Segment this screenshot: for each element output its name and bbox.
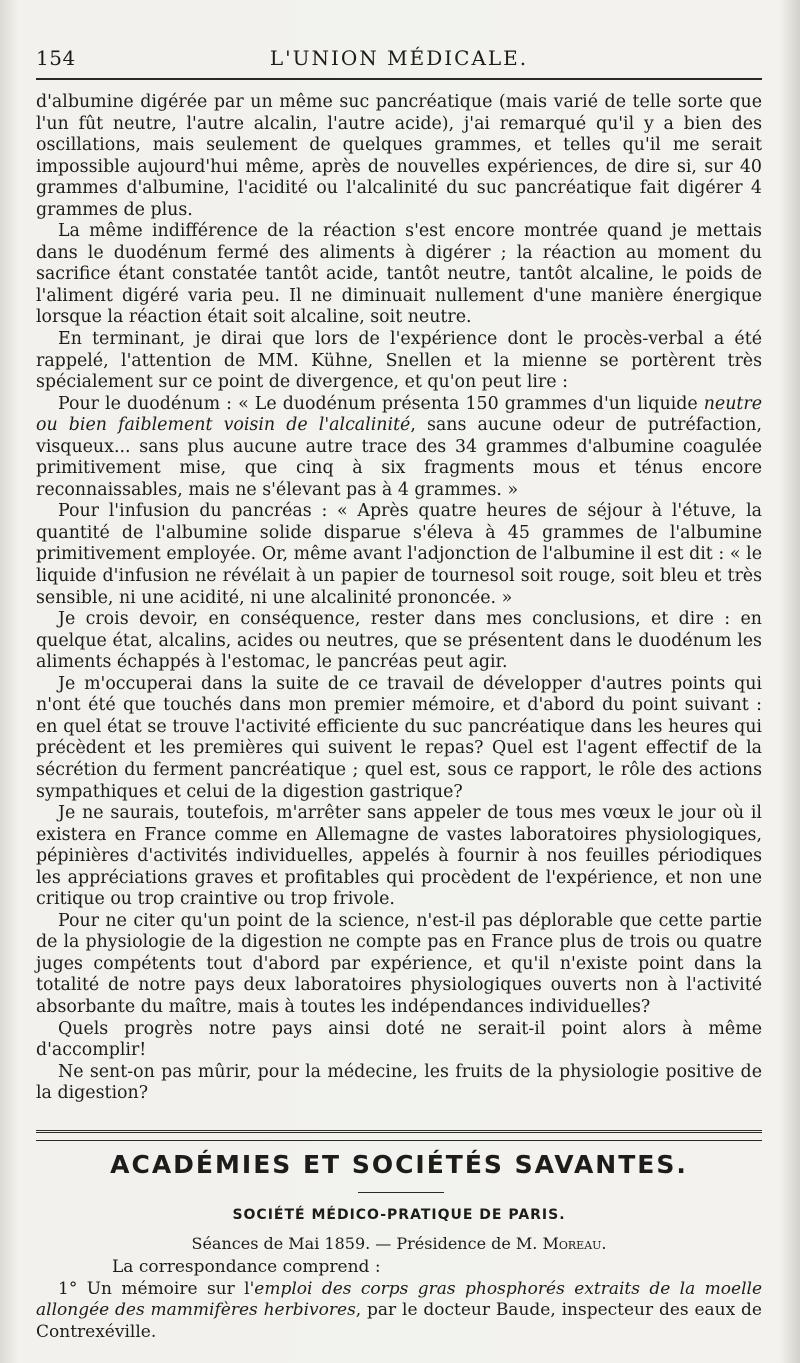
paragraph: La même indifférence de la réaction s'est encore montrée quand je mettais dans le duodénum fermé des aliments à digérer ; la réaction au moment du sacrifice étant constatée tantôt acide, tantôt neutre, tantôt alcaline, le poids de l'aliment digéré varia peu. Il ne diminuait nullement d'une manière énergique lorsque la réaction était soit alcaline, soit neutre. [36, 221, 762, 328]
session-text: Séances de Mai 1859. — Présidence de M. [191, 1234, 543, 1253]
correspondence-lead: La correspondance comprend : [112, 1257, 381, 1277]
session-line [36, 1234, 762, 1253]
item-text: , par le docteur Baude, inspecteur des eaux de Contrexéville. [36, 1300, 762, 1342]
running-title: L'UNION MÉDICALE. [269, 46, 529, 70]
section-divider [36, 1130, 762, 1137]
section-divider [36, 1140, 762, 1141]
president-name: Moreau [542, 1234, 602, 1253]
article-body [36, 92, 762, 1105]
quote-duodenum [36, 394, 762, 502]
paragraph: Je crois devoir, en conséquence, rester dans mes conclusions, et dire : en quelque état, alcalins, acides ou neutres, que se présentent dans le duodénum les aliments échappés à l'estomac, le pancréas peut agir. [36, 609, 762, 673]
paragraph: En terminant, je dirai que lors de l'expérience dont le procès-verbal a été rappelé, l'attention de MM. Kühne, Snellen et la mienne se portèrent très spécialement sur ce point de divergence, et qu'on peut lire : [36, 329, 762, 393]
paragraph: Je ne saurais, toutefois, m'arrêter sans appeler de tous mes vœux le jour où il existera en France comme en Allemagne de vastes laboratoires physiologiques, pépinières d'activités individuelles, appelés à fournir à nos feuilles périodiques les appréciations graves et profitables qui procèdent de l'expérience, et non une critique ou trop craintive ou trop frivole. [36, 803, 762, 910]
paragraph: Pour ne citer qu'un point de la science, n'est-il pas déplorable que cette partie de la physiologie de la digestion ne compte pas en France plus de trois ou quatre juges compétents tout d'abord par expérience, et qu'il n'existe point dans la totalité de notre pays deux laboratoires physiologiques ouverts non à l'activité absorbante du maître, mais à toutes les indépendances individuelles? [36, 910, 762, 1017]
session-suffix: . [601, 1234, 607, 1253]
correspondence-item [36, 1279, 762, 1344]
section-title: ACADÉMIES ET SOCIÉTÉS SAVANTES. [110, 1150, 688, 1179]
paragraph-continuation: d'albumine digérée par un même suc pancréatique (mais varié de telle sorte que l'un fût neutre, l'autre alcalin, l'autre acide), j'ai remarqué qu'il y a bien des oscillations, mais seulement de quelques grammes, et telles qu'il me serait impossible aujourd'hui même, après de nouvelles expériences, de dire si, sur 40 grammes d'albumine, l'acidité ou l'alcalinité du suc pancréatique fait digérer 4 grammes de plus. [36, 92, 762, 220]
short-divider [358, 1192, 444, 1193]
paragraph: Quels progrès notre pays ainsi doté ne serait-il point alors à même d'accomplir! [36, 1018, 762, 1061]
item-italic: emploi des corps gras phosphorés extraits de la moelle allongée des mammifères herbivores [36, 1278, 763, 1320]
page-number: 154 [36, 46, 76, 70]
section-body [36, 1257, 762, 1343]
page-header [36, 40, 762, 74]
quote-text: , sans aucune odeur de putréfaction, visqueux... sans plus aucune autre trace des 34 grammes d'albumine coagulée primitivement mise, que cinq à six fragments mous et ténus encore reconnaissables, mais ne s'élevant pas à 4 grammes. » [36, 415, 762, 500]
paragraph: Ne sent-on pas mûrir, pour la médecine, les fruits de la physiologie positive de la digestion? [36, 1061, 762, 1104]
paragraph: Je m'occuperai dans la suite de ce travail de développer d'autres points qui n'ont été que touchés dans mon premier mémoire, et d'abord du point suivant : en quel état se trouve l'activité efficiente du suc pancréatique dans les heures qui précèdent et les premières qui suivent le repas? Quel est l'agent effectif de la sécrétion du ferment pancréatique ; quel est, sous ce rapport, le rôle des actions sympathiques et celui de la digestion gastrique? [36, 673, 762, 802]
item-text: 1° Un mémoire sur l' [58, 1278, 255, 1299]
header-rule [36, 78, 762, 80]
society-name: SOCIÉTÉ MÉDICO-PRATIQUE DE PARIS. [232, 1207, 566, 1223]
quote-italic: neutre ou bien faiblement voisin de l'alcalinité [36, 393, 762, 436]
quote-text: Pour le duodénum : « Le duodénum présenta 150 grammes d'un liquide [58, 393, 704, 414]
paragraph: Pour l'infusion du pancréas : « Après quatre heures de séjour à l'étuve, la quantité de l'albumine solide disparue s'éleva à 45 grammes de l'albumine primitivement employée. Or, même avant l'adjonction de l'albumine il est dit : « le liquide d'infusion ne révélait à un papier de tournesol soit rouge, soit bleu et très sensible, ni une acidité, ni une alcalinité prononcée. » [36, 501, 762, 608]
